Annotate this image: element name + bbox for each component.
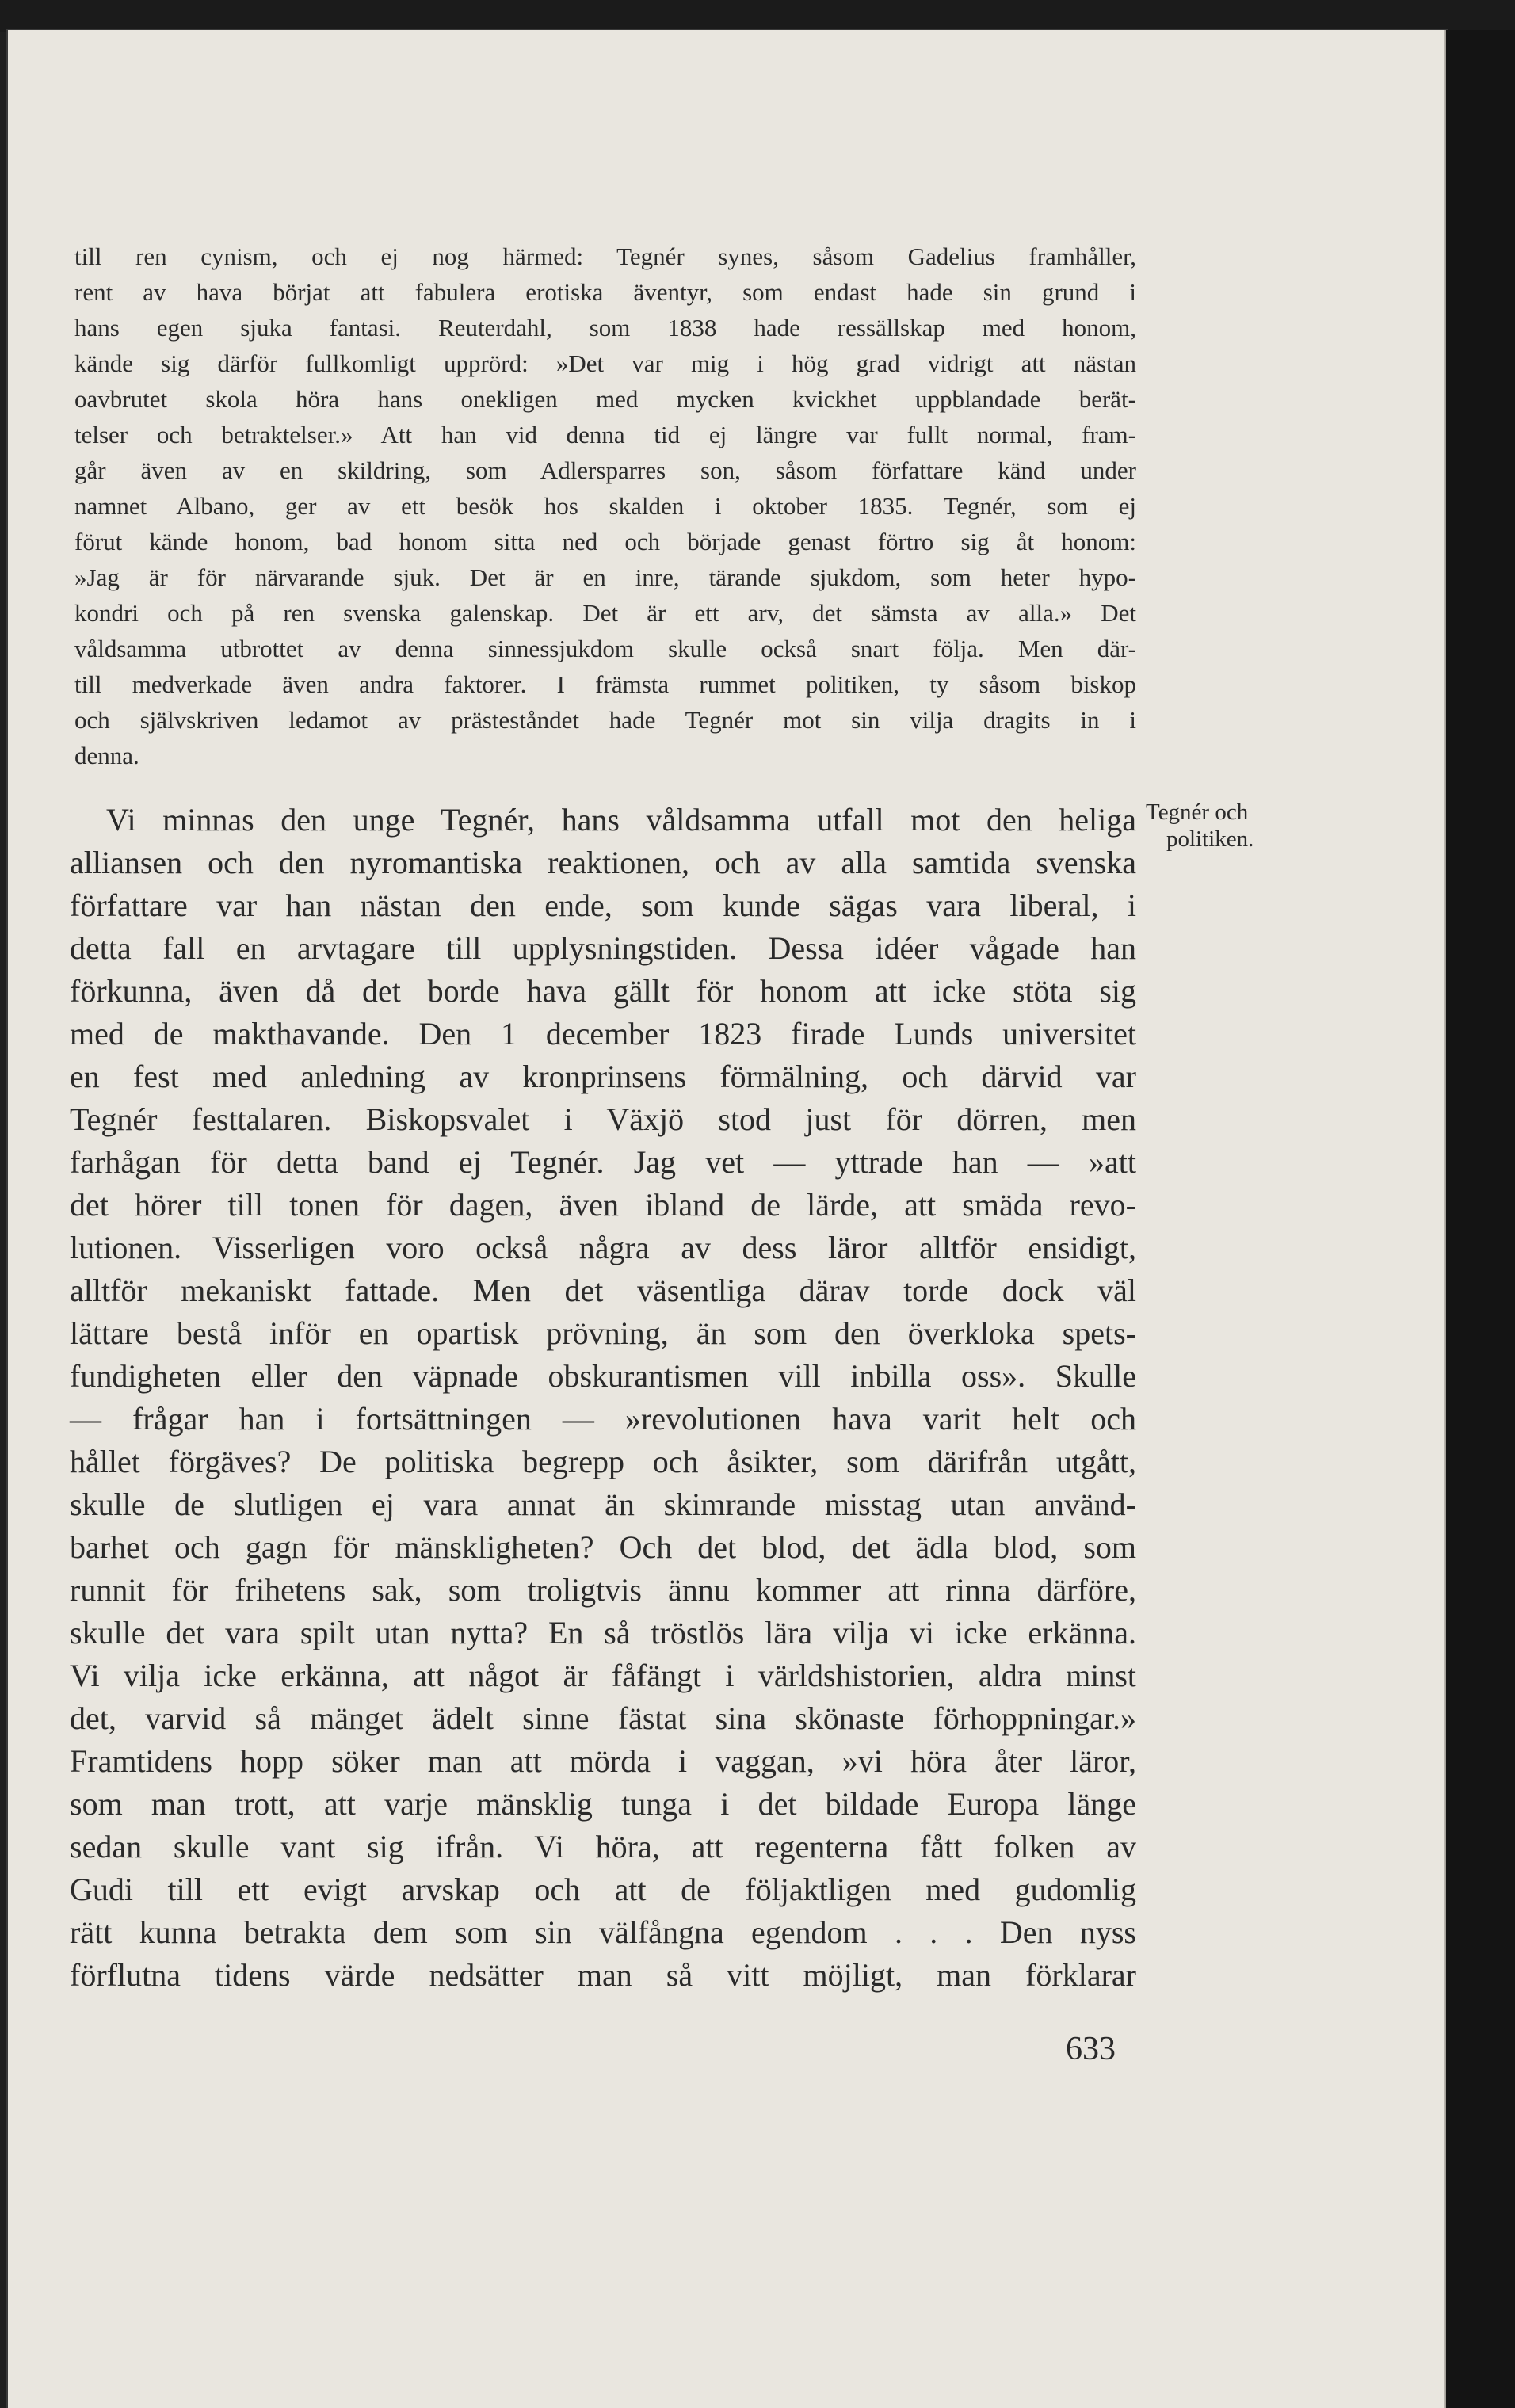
text-line: denna. [74,742,139,769]
margin-note-line: politiken. [1166,826,1254,852]
text-line: Vi minnas den unge Tegnér, hans våldsamma utfall mot den heliga [106,802,1136,838]
text-line: detta fall en arvtagare till upplysningstiden. Dessa idéer vågade han [70,930,1136,966]
text-line: Framtidens hopp söker man att mörda i vaggan, »vi höra åter läror, [70,1743,1136,1779]
text-line: sedan skulle vant sig ifrån. Vi höra, att regenterna fått folken av [70,1829,1136,1864]
text-line: »Jag är för närvarande sjuk. Det är en inre, tärande sjukdom, som heter hypo- [74,563,1136,591]
page-number: 633 [1066,2031,1116,2067]
text-line: rätt kunna betrakta dem som sin välfångna egendom . . . Den nyss [70,1914,1136,1950]
scan-right-margin [1446,30,1515,2408]
text-line: förut kände honom, bad honom sitta ned och började genast förtro sig åt honom: [74,528,1136,555]
text-line: förkunna, även då det borde hava gällt för honom att icke stöta sig [70,973,1136,1009]
text-line: fundigheten eller den väpnade obskurantismen vill inbilla oss». Skulle [70,1358,1136,1394]
text-line: lättare bestå inför en opartisk prövning, än som den överkloka spets- [70,1315,1136,1351]
text-line: kondri och på ren svenska galenskap. Det är ett arv, det sämsta av alla.» Det [74,599,1136,627]
text-line: barhet och gagn för mänskligheten? Och det blod, det ädla blod, som [70,1529,1136,1565]
text-line: alltför mekaniskt fattade. Men det väsentliga därav torde dock väl [70,1273,1136,1308]
text-line: författare var han nästan den ende, som kunde sägas vara liberal, i [70,887,1136,923]
text-line: skulle det vara spilt utan nytta? En så tröstlös lära vilja vi icke erkänna. [70,1615,1136,1650]
text-line: går även av en skildring, som Adlersparres son, såsom författare känd under [74,456,1136,484]
margin-note-line: Tegnér och [1146,799,1249,825]
text-line: — frågar han i fortsättningen — »revolutionen hava varit helt och [70,1401,1136,1437]
text-line: det hörer till tonen för dagen, även ibland de lärde, att smäda revo- [70,1187,1136,1223]
text-line: rent av hava börjat att fabulera erotiska äventyr, som endast hade sin grund i [74,278,1136,306]
text-line: telser och betraktelser.» Att han vid denna tid ej längre var fullt normal, fram- [74,421,1136,448]
text-line: oavbrutet skola höra hans onekligen med mycken kvickhet uppblandade berät- [74,385,1136,413]
text-line: Gudi till ett evigt arvskap och att de följaktligen med gudomlig [70,1872,1136,1907]
scan-top-shadow [0,0,1515,32]
text-line: skulle de slutligen ej vara annat än skimrande misstag utan använd- [70,1486,1136,1522]
text-line: lutionen. Visserligen voro också några av dess läror alltför ensidigt, [70,1230,1136,1265]
text-line: förflutna tidens värde nedsätter man så vitt möjligt, man förklarar [70,1957,1136,1993]
text-line: våldsamma utbrottet av denna sinnessjukdom skulle också snart följa. Men där- [74,635,1136,662]
text-line: farhågan för detta band ej Tegnér. Jag vet — yttrade han — »att [70,1144,1136,1180]
text-line: till medverkade även andra faktorer. I främsta rummet politiken, ty såsom biskop [74,670,1136,698]
text-line: hans egen sjuka fantasi. Reuterdahl, som 1838 hade ressällskap med honom, [74,314,1136,342]
margin-note [1146,799,1304,853]
text-line: det, varvid så mänget ädelt sinne fästat sina skönaste förhoppningar.» [70,1700,1136,1736]
text-line: hållet förgäves? De politiska begrepp och åsikter, som därifrån utgått, [70,1444,1136,1479]
text-line: till ren cynism, och ej nog härmed: Tegnér synes, såsom Gadelius framhåller, [74,242,1136,270]
text-line: kände sig därför fullkomligt upprörd: »Det var mig i hög grad vidrigt att nästan [74,349,1136,377]
text-line: runnit för frihetens sak, som troligtvis ännu kommer att rinna därföre, [70,1572,1136,1608]
text-line: en fest med anledning av kronprinsens förmälning, och därvid var [70,1059,1136,1094]
text-line: alliansen och den nyromantiska reaktionen, och av alla samtida svenska [70,845,1136,880]
text-line: och självskriven ledamot av prästeståndet hade Tegnér mot sin vilja dragits in i [74,706,1136,734]
text-line: Vi vilja icke erkänna, att något är fåfängt i världshistorien, aldra minst [70,1658,1136,1693]
text-line: som man trott, att varje mänsklig tunga i det bildade Europa länge [70,1786,1136,1822]
text-line: namnet Albano, ger av ett besök hos skalden i oktober 1835. Tegnér, som ej [74,492,1136,520]
text-line: Tegnér festtalaren. Biskopsvalet i Växjö stod just för dörren, men [70,1101,1136,1137]
text-line: med de makthavande. Den 1 december 1823 firade Lunds universitet [70,1016,1136,1051]
